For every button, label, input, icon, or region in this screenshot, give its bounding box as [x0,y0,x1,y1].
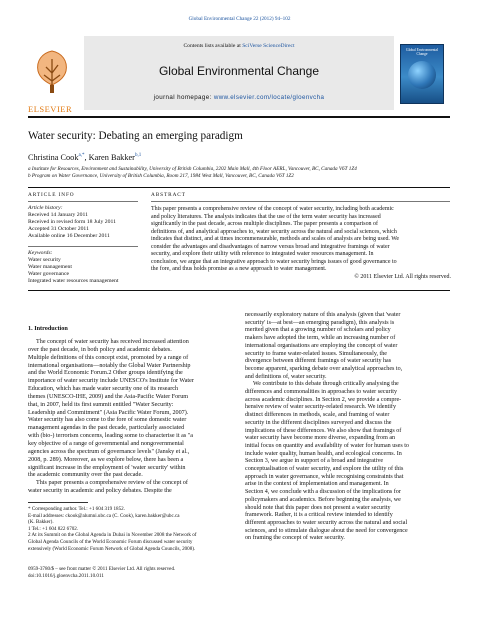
footnote-line: * Corresponding author. Tel.: +1 604 319 1852. [28,506,125,512]
intro-line: framework. Rather, it is a critical review intended to identify [245,512,393,519]
issn-line: 0959-3780/$ – see front matter © 2011 Elsevier Ltd. All rights reserved. [28,566,176,572]
footnote-line: Global Agenda Councils of the World Economic Forum discussed water security [28,538,193,545]
abstract-line: definitions of, and analytical approaches to, water security across the natural and social sciences, which [151,228,397,235]
doi-link[interactable]: doi:10.1016/j.gloenvcha.2011.10.011 [28,572,104,579]
intro-line: across academic disciplines. In Section 2, we provide a compre- [245,396,402,403]
author-line [28,151,448,163]
keyword-item[interactable]: Integrated water resources management [28,278,119,284]
elsevier-wordmark: ELSEVIER [28,104,73,114]
received-date: Received 14 January 2011 [28,212,88,218]
online-date: Available online 16 December 2011 [28,233,110,239]
intro-line: security' is—at best—an emerging paradigm), this analysis is [245,319,395,326]
keywords-rule [28,246,138,247]
intro-line: Water security has also come to the fore of some domestic water [28,417,187,424]
history-label: Article history: [28,205,63,211]
intro-line: divergence between different framings of water security has [245,358,392,365]
intro-line: conceptualisation of water security, and explore the utility of this [245,466,404,473]
abstract-line: significantly in the past decade, across multiple disciplines. The paper presents a comparison of [151,221,378,228]
intro-line: implications of these differences. We also show that framings of [245,427,402,434]
intro-line: We contribute to this debate through critically analysing the [253,381,399,388]
keywords-block [28,250,146,285]
intro-line: This paper presents a comprehensive review of the concept of [36,480,188,487]
intro-heading: 1. Introduction [28,325,68,332]
intro-line: Education, which has made water security one of its research [28,386,179,393]
intro-line: over the past decade, in both policy and academic debates. [28,346,172,353]
intro-line: the academic community over the past decade. [28,472,143,479]
journal-cover-image [400,44,444,104]
info-rule [28,201,138,202]
intro-line: water security in academic and policy debates. Despite the [28,488,172,495]
intro-line: security in the different disciplines surveyed and discuss the [245,419,392,426]
contents-text: Contents lists available at [183,43,241,49]
intro-line: approach in water governance, while recognising constraints that [245,473,404,480]
intro-line: include water quality, human health, and ecological concerns. In [245,450,402,457]
footnote-line[interactable]: E-mail addresses: ckook@alumni.ubc.ca (C. Cook), karen.bakker@ubc.ca [28,512,180,519]
accepted-date: Accepted 31 October 2011 [28,226,89,232]
abstract-line: the fore, and thus holds promise as a new approach to water management. [151,266,327,273]
intro-line: Multiple definitions of this concept exist, promoted by a range of [28,354,189,361]
intro-line: significant increase in the employment of 'water security' within [28,464,186,471]
intro-line: differences and commonalities in approaches to water security [245,389,398,396]
intro-line: become apparent, sparking debate over analytical approaches to, [245,365,403,372]
intro-line: makers have adopted the term, while an increasing number of [245,335,396,342]
globe-icon [408,61,436,89]
intro-line: agencies across the spectrum of governance levels" (Jansky et al., [28,448,190,455]
intro-line: water security have become more diverse, expanding from an [245,435,396,442]
intro-line: and definitions of, water security. [245,373,327,380]
intro-line: that, in 2007, held its first summit entitled "Water Security: [28,401,174,408]
contents-line [84,43,394,50]
keywords-label: Keywords: [28,250,53,256]
intro-line: international organisations—notably the Global Water Partnership [28,362,191,369]
intro-line: Section 3, we argue in support of a broad and integrative [245,458,384,465]
intro-line: initial focus on quantity and availability of water for human uses to [245,442,409,449]
sciencedirect-link[interactable]: SciVerse ScienceDirect [242,43,295,49]
abstract-heading: ABSTRACT [151,192,186,198]
abstract-line: security, and explore their utility with reference to integrated water resources management. In [151,251,374,258]
elsevier-tree-logo-icon [30,45,74,105]
author-separator: , [84,152,89,162]
homepage-link[interactable]: www.elsevier.com/locate/gloenvcha [213,94,325,101]
homepage-line [84,94,394,101]
author-cook[interactable]: Christina Cook [28,152,79,162]
abstract-body [151,206,451,281]
intro-line: merited given that a growing number of scholars and policy [245,327,391,334]
intro-right-column [245,312,450,543]
affiliation-a: a Institute for Resources, Environment and Sustainability, University of British Columbia, 2202 Main Mall, 4th Floor AERL, Vancouver, BC, Canada V6T 1Z4 [28,166,357,172]
intro-line: with (bio-) terrorism concerns, leading some to characterise it as "a [28,433,194,440]
footnote-line[interactable]: extensively (World Economic Forum Network of Global Agenda Councils, 2008). [28,545,196,552]
intro-line: should note that this paper does not present a water security [245,504,391,511]
intro-line: necessarily exploratory nature of this analysis (given that 'water [245,312,401,318]
intro-line: distinct differences in methods, scale, and framing of water [245,412,390,419]
intro-line: importance of water security include UNESCO's Institute for Water [28,378,194,385]
copyright-line: © 2011 Elsevier Ltd. All rights reserved. [354,273,451,280]
keyword-item[interactable]: Water security [28,257,61,263]
author-bakker[interactable]: Karen Bakker [88,152,135,162]
intro-line: international organisations are employing the concept of water [245,342,398,349]
intro-line: and the World Economic Forum.2 Other groups identifying the [28,370,183,377]
intro-line: security to frame water-related issues. Simultaneously, the [245,350,387,357]
running-head[interactable]: Global Environmental Change 22 (2012) 94–102 [188,16,291,22]
intro-line: policymakers and academics. Before beginning the analysis, we [245,496,401,503]
intro-line: themes (UNESCO-IHE, 2009) and the Asia-Pacific Water Forum [28,393,189,400]
header-rule [28,116,450,118]
abstract-line: This paper presents a comprehensive review of the concept of water security, including both academic [151,206,394,212]
intro-line: 2008, p. 289). Moreover, as we explore below, there has been a [28,456,184,463]
keyword-item[interactable]: Water management [28,264,72,270]
cover-title: Global Environmental Change [405,48,439,56]
affiliation-b: b Program on Water Governance, University of British Columbia, Room 217, 1984 West Mall, Vancouver, BC, Canada V6T 1Z2 [28,173,294,179]
intro-line: hensive review of water security-related research. We identify [245,404,396,411]
intro-line: on framing the concept of water security. [245,535,345,542]
bottom-meta [28,566,288,579]
keyword-item[interactable]: Water governance [28,271,70,277]
footnote-line: 2 At its Summit on the Global Agenda in Dubai in November 2008 the Network of [28,532,197,539]
intro-left-column [28,339,234,496]
history-block [28,205,143,240]
intro-line: different approaches to water security across the natural and social [245,519,408,526]
intro-line: Leadership and Commitment" (Asia Pacific Water Forum, 2007). [28,409,189,416]
intro-line: Section 4, we conclude with a discussion of the implications for [245,489,401,496]
affiliation-rule [28,187,450,188]
footnote-line: (K. Bakker). [28,519,54,526]
intro-line: arise in the context of implementation and management. In [245,481,389,488]
abstract-line: indicates that distinct, and at times incommensurable, methods and scales of analysis are being used. We [151,236,400,243]
abstract-rule [151,201,450,202]
intro-line: The concept of water security has received increased attention [36,339,189,345]
intro-line: key objective of a range of governmental and nongovernmental [28,440,184,447]
author-cook-mark[interactable]: a,* [78,153,85,158]
footnote-rule [28,502,88,503]
author-bakker-mark[interactable]: b,1 [134,153,142,158]
abstract-line: conclusion, we argue that an integrative approach to water security brings issues of good governance to [151,258,397,265]
journal-name: Global Environmental Change [158,64,320,78]
revised-date: Received in revised form 18 July 2011 [28,219,116,225]
homepage-label: journal homepage: [153,94,212,101]
footnote-line: 1 Tel.: +1 604 822 6702. [28,525,79,532]
article-info-heading: ARTICLE INFO [28,192,75,198]
footnotes [28,506,234,552]
article-title: Water security: Debating an emerging paradigm [28,130,243,142]
intro-line: sciences, and to stimulate dialogue about the need for convergence [245,527,408,534]
abstract-line: consider the advantages and disadvantages of narrow versus broad and integrative framings of water [151,243,390,250]
abstract-line: and policy literatures. The analysis indicates that the use of the term water security has increased [151,213,381,220]
abstract-bottom-rule [28,290,450,291]
intro-line: management agendas in the past decade, particularly associated [28,425,185,432]
